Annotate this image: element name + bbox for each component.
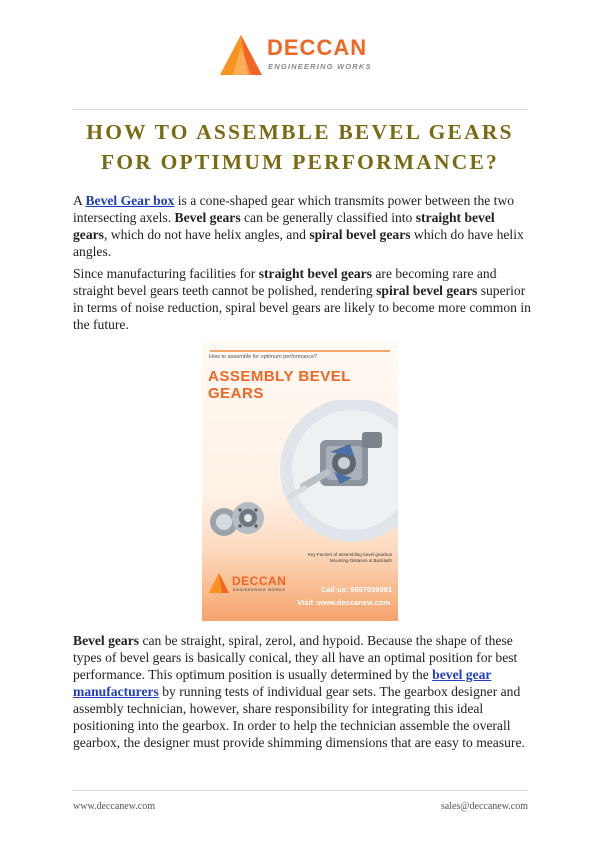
bold-text: straight bevel gears [258,266,372,281]
footer-email[interactable]: sales@deccanew.com [440,801,528,812]
bold-text: spiral bevel gears [309,227,411,242]
poster-headline [208,368,351,402]
text: Since manufacturing facilities for [73,266,259,281]
poster-website: Visit :www.deccanew.com [297,598,390,607]
poster-headline-line-2: GEARS [208,385,264,402]
poster-facts-line-1: Key Factors of assembling bevel gearbox [307,552,392,557]
poster-brand-tagline: ENGINEERING WORKS [233,588,286,592]
text: can be generally classified into [240,210,416,225]
bold-text: Bevel gears [174,210,241,225]
text: is a cone-shaped gear which transmits power between the two intersecting axels. [73,193,515,225]
poster-logo-triangle-icon [208,572,230,594]
poster-facts-line-2: Mounting Distance & Backlash [329,558,392,563]
logo-triangle-icon [218,33,264,77]
text: can be straight, spiral, zerol, and hypoid. Because the shape of these types of bevel gears is basically conical, they all have an optimal position for best performance. This optimum position is usually determined by the [73,633,518,682]
logo-tagline: ENGINEERING WORKS [268,62,372,71]
poster-headline-line-1: ASSEMBLY BEVEL [208,368,351,385]
types-paragraph [73,632,531,751]
text: , which do not have helix angles, and [103,227,310,242]
poster-brand-name: DECCAN [232,574,287,588]
flange-gear-icon [210,502,264,536]
bold-text: Bevel gears [73,633,140,648]
assembly-bevel-gears-poster [202,340,398,621]
text: A [73,193,86,208]
page-title [40,117,560,177]
text: are becoming rare and straight bevel gears teeth cannot be polished, rendering [73,266,497,298]
bevel-gear-manufacturers-link[interactable]: bevel gear manufacturers [73,667,492,699]
logo-name: DECCAN [267,35,368,60]
text: by running tests of individual gear sets. The gearbox designer and assembly technician, however, share responsibility for integrating this ideal positioning into the gearbox. In order to help the technician assemble the overall gearbox, the designer must provide shimming dimensions that are easy to measure. [73,684,525,750]
title-line-1: HOW TO ASSEMBLE BEVEL GEARS [86,120,514,144]
gearbox-illustration [202,400,398,560]
footer-website[interactable]: www.deccanew.com [73,801,155,812]
bold-text: straight bevel gears [73,210,495,242]
bold-text: spiral bevel gears [376,283,478,298]
poster-phone: Call us: 9657039991 [321,585,392,594]
title-line-2: FOR OPTIMUM PERFORMANCE? [101,150,499,174]
poster-key-factors [282,552,392,564]
header-divider [72,109,528,110]
poster-top-bar [210,350,390,352]
poster-kicker: How to assemble for optimum performance? [209,354,318,360]
company-logo[interactable] [218,33,388,77]
bevel-gear-box-link[interactable]: Bevel Gear box [85,193,175,208]
text: which do have helix angles. [73,227,524,259]
manufacturing-paragraph [73,265,531,333]
intro-paragraph [73,192,531,260]
footer-divider [72,790,528,791]
text: superior in terms of noise reduction, spiral bevel gears are likely to become more common in the future. [73,283,531,332]
